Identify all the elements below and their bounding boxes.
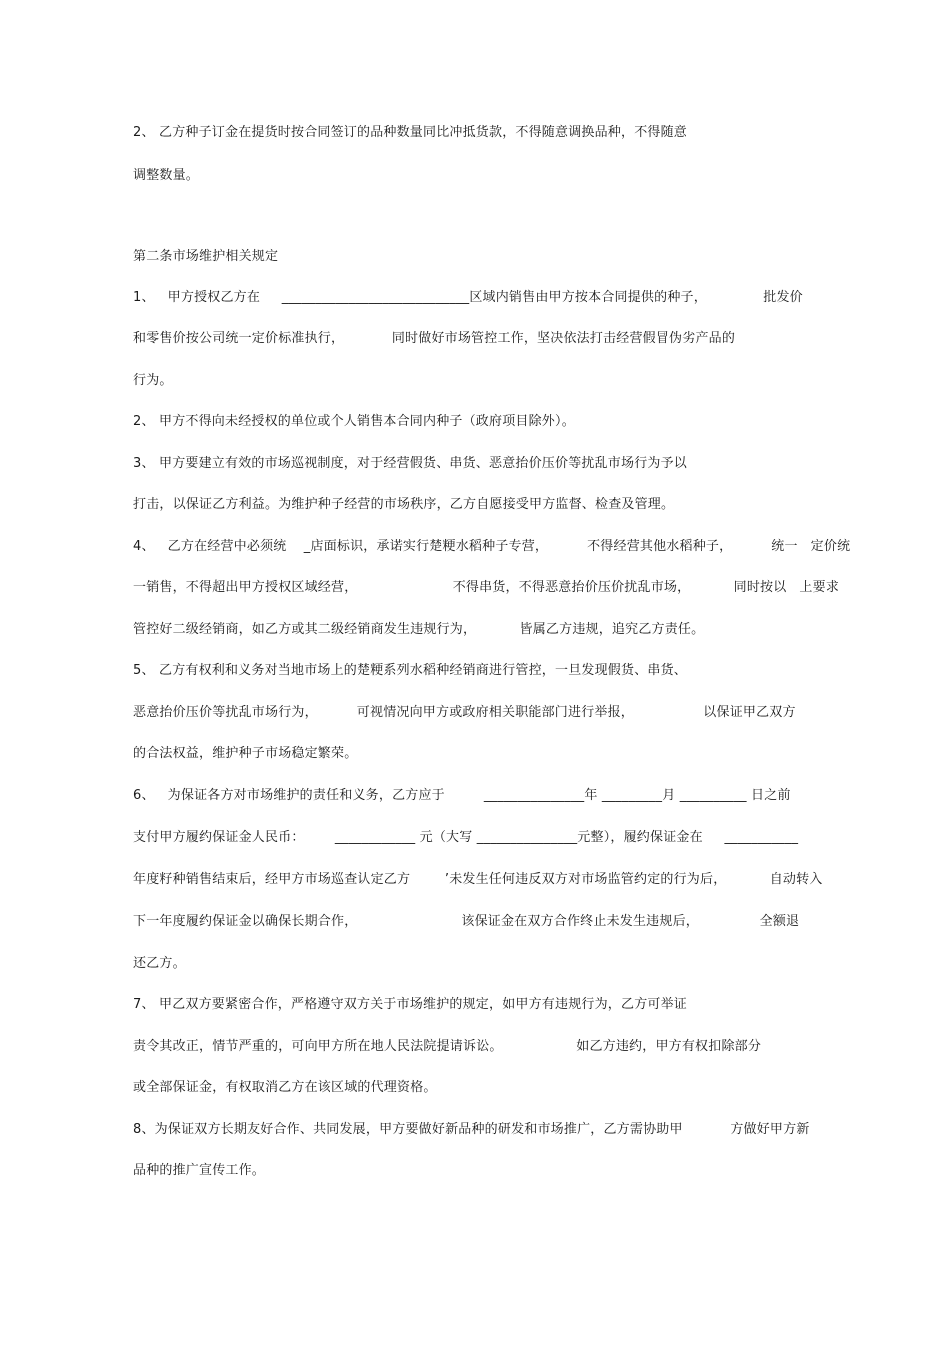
text-line: 支付甲方履约保证金人民币： ____________ 元（大写 _______________元整），履约保证金在 ___________: [133, 830, 799, 845]
text-line: 还乙方。: [133, 956, 186, 971]
text-line: 年度籽种销售结束后，经甲方市场巡查认定乙方 ’未发生任何违反双方对市场监管约定的行为后， 自动转入: [133, 872, 823, 887]
text-line: 下一年度履约保证金以确保长期合作， 该保证金在双方合作终止未发生违规后， 全额退: [133, 914, 800, 929]
text-line: 责令其改正，情节严重的，可向甲方所在地人民法院提请诉讼。 如乙方违约，甲方有权扣除部分: [133, 1039, 762, 1054]
text-line: 和零售价按公司统一定价标准执行， 同时做好市场管控工作，坚决依法打击经营假冒伪劣产品的: [133, 331, 736, 346]
text-line: 5、 乙方有权利和义务对当地市场上的楚粳系列水稻种经销商进行管控，一旦发现假货、串货、: [133, 663, 688, 678]
text-line: 4、 乙方在经营中必须统 _店面标识，承诺实行楚粳水稻种子专营， 不得经营其他水稻种子， 统一 定价统: [133, 539, 851, 554]
text-line: 2、 乙方种子订金在提货时按合同签订的品种数量同比冲抵货款，不得随意调换品种，不得随意: [133, 125, 688, 140]
text-line: 7、 甲乙双方要紧密合作，严格遵守双方关于市场维护的规定，如甲方有违规行为，乙方可举证: [133, 997, 688, 1012]
text-line: 调整数量。: [133, 168, 200, 183]
text-line: 3、 甲方要建立有效的市场巡视制度，对于经营假货、串货、恶意抬价压价等扰乱市场行为予以: [133, 456, 688, 471]
text-line: 或全部保证金，有权取消乙方在该区域的代理资格。: [133, 1080, 437, 1095]
text-line: 的合法权益，维护种子市场稳定繁荣。: [133, 746, 358, 761]
text-line: 行为。: [133, 373, 173, 388]
section-heading: 第二条市场维护相关规定: [133, 249, 279, 264]
text-line: 恶意抬价压价等扰乱市场行为， 可视情况向甲方或政府相关职能部门进行举报， 以保证甲乙双方: [133, 705, 796, 720]
text-line: 管控好二级经销商，如乙方或其二级经销商发生违规行为， 皆属乙方违规，追究乙方责任。: [133, 622, 705, 637]
text-line: 1、 甲方授权乙方在 ____________________________区域内销售由甲方按本合同提供的种子， 批发价: [133, 290, 803, 305]
text-line: 打击，以保证乙方利益。为维护种子经营的市场秩序，乙方自愿接受甲方监督、检查及管理。: [133, 497, 675, 512]
text-line: 2、 甲方不得向未经授权的单位或个人销售本合同内种子（政府项目除外）。: [133, 414, 575, 429]
text-line: 6、 为保证各方对市场维护的责任和义务，乙方应于 _______________年 _________月 __________ 日之前: [133, 788, 791, 803]
text-line: 品种的推广宣传工作。: [133, 1163, 266, 1178]
text-line: 8、为保证双方长期友好合作、共同发展，甲方要做好新品种的研发和市场推广，乙方需协助甲 方做好甲方新: [133, 1122, 810, 1137]
text-line: 一销售，不得超出甲方授权区域经营， 不得串货，不得恶意抬价压价扰乱市场， 同时按以 上要求: [133, 580, 840, 595]
